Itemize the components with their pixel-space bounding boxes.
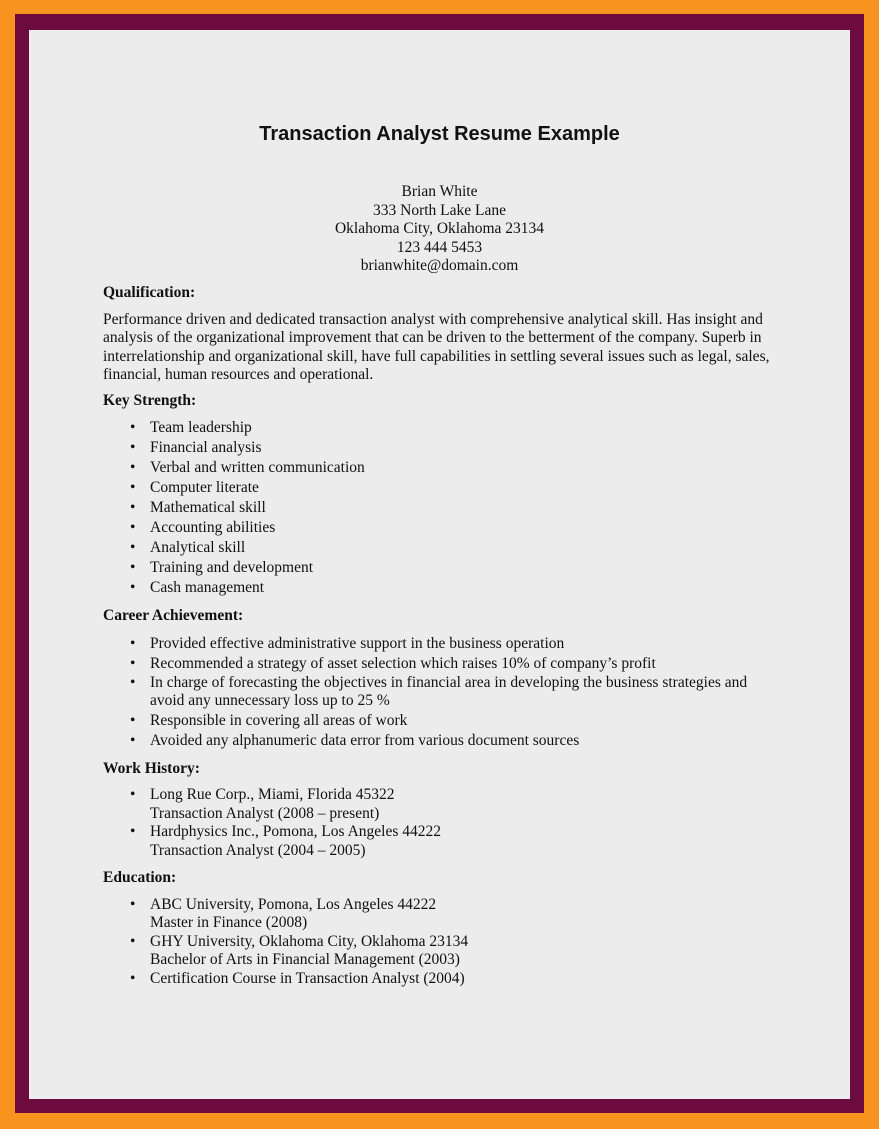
contact-block <box>29 183 850 276</box>
contact-name: Brian White <box>401 183 478 200</box>
qualification-text: Performance driven and dedicated transaction analyst with comprehensive analytical skill. Has insight and analysis of the organizational improvement that can be driven to the betterment of the company. Superb in interrelationship and organizational skill, have full capabilities in settling several issues such as legal, sales, financial, human resources and operational. <box>103 310 770 383</box>
list-item: • In charge of forecasting the objectives in financial area in developing the business strategies and avoid any unnecessary loss up to 25 % <box>150 674 783 711</box>
work-employer: • Long Rue Corp., Miami, Florida 45322 <box>150 786 395 803</box>
education-school: • GHY University, Oklahoma City, Oklahoma 23134 <box>150 932 469 950</box>
list-item: • Mathematical skill <box>150 498 783 518</box>
page-title: Transaction Analyst Resume Example <box>259 123 620 145</box>
list-item: • Recommended a strategy of asset selection which raises 10% of company’s profit <box>150 654 783 674</box>
contact-phone: 123 444 5453 <box>396 238 483 256</box>
list-item <box>150 823 783 860</box>
education-school: • ABC University, Pomona, Los Angeles 44222 <box>150 895 437 913</box>
list-item: • Responsible in covering all areas of work <box>150 711 783 731</box>
list-item <box>150 933 783 970</box>
list-item: • Training and development <box>150 558 783 578</box>
education-list <box>103 896 783 989</box>
work-list <box>103 786 783 860</box>
list-item: • Team leadership <box>150 418 783 438</box>
resume-page <box>29 30 850 1099</box>
resume-content <box>103 284 783 997</box>
contact-street: 333 North Lake Lane <box>373 201 506 219</box>
career-heading: Career Achievement: <box>103 607 244 624</box>
education-heading: Education: <box>103 869 177 886</box>
qualification-heading: Qualification: <box>103 284 196 301</box>
education-degree: Bachelor of Arts in Financial Management (2003) <box>150 951 460 968</box>
work-employer: • Hardphysics Inc., Pomona, Los Angeles 44222 <box>150 823 442 840</box>
list-item: • Verbal and written communication <box>150 458 783 478</box>
list-item: • Computer literate <box>150 478 783 498</box>
list-item: • Cash management <box>150 578 783 598</box>
work-role: Transaction Analyst (2008 – present) <box>150 804 380 822</box>
contact-email: brianwhite@domain.com <box>360 257 519 274</box>
key-strength-heading: Key Strength: <box>103 391 197 409</box>
list-item: • Financial analysis <box>150 438 783 458</box>
list-item <box>150 896 783 933</box>
list-item: • Provided effective administrative support in the business operation <box>150 634 783 654</box>
inner-frame <box>15 14 864 1113</box>
list-item <box>150 970 783 989</box>
key-strength-list <box>103 418 783 598</box>
work-heading: Work History: <box>103 759 200 777</box>
list-item: • Avoided any alphanumeric data error from various document sources <box>150 731 783 751</box>
education-degree: Master in Finance (2008) <box>150 914 308 931</box>
list-item: • Accounting abilities <box>150 518 783 538</box>
work-role: Transaction Analyst (2004 – 2005) <box>150 841 366 859</box>
education-school: • Certification Course in Transaction Analyst (2004) <box>150 969 465 987</box>
list-item <box>150 786 783 823</box>
career-list <box>103 634 783 751</box>
contact-city: Oklahoma City, Oklahoma 23134 <box>334 220 545 237</box>
list-item: • Analytical skill <box>150 538 783 558</box>
